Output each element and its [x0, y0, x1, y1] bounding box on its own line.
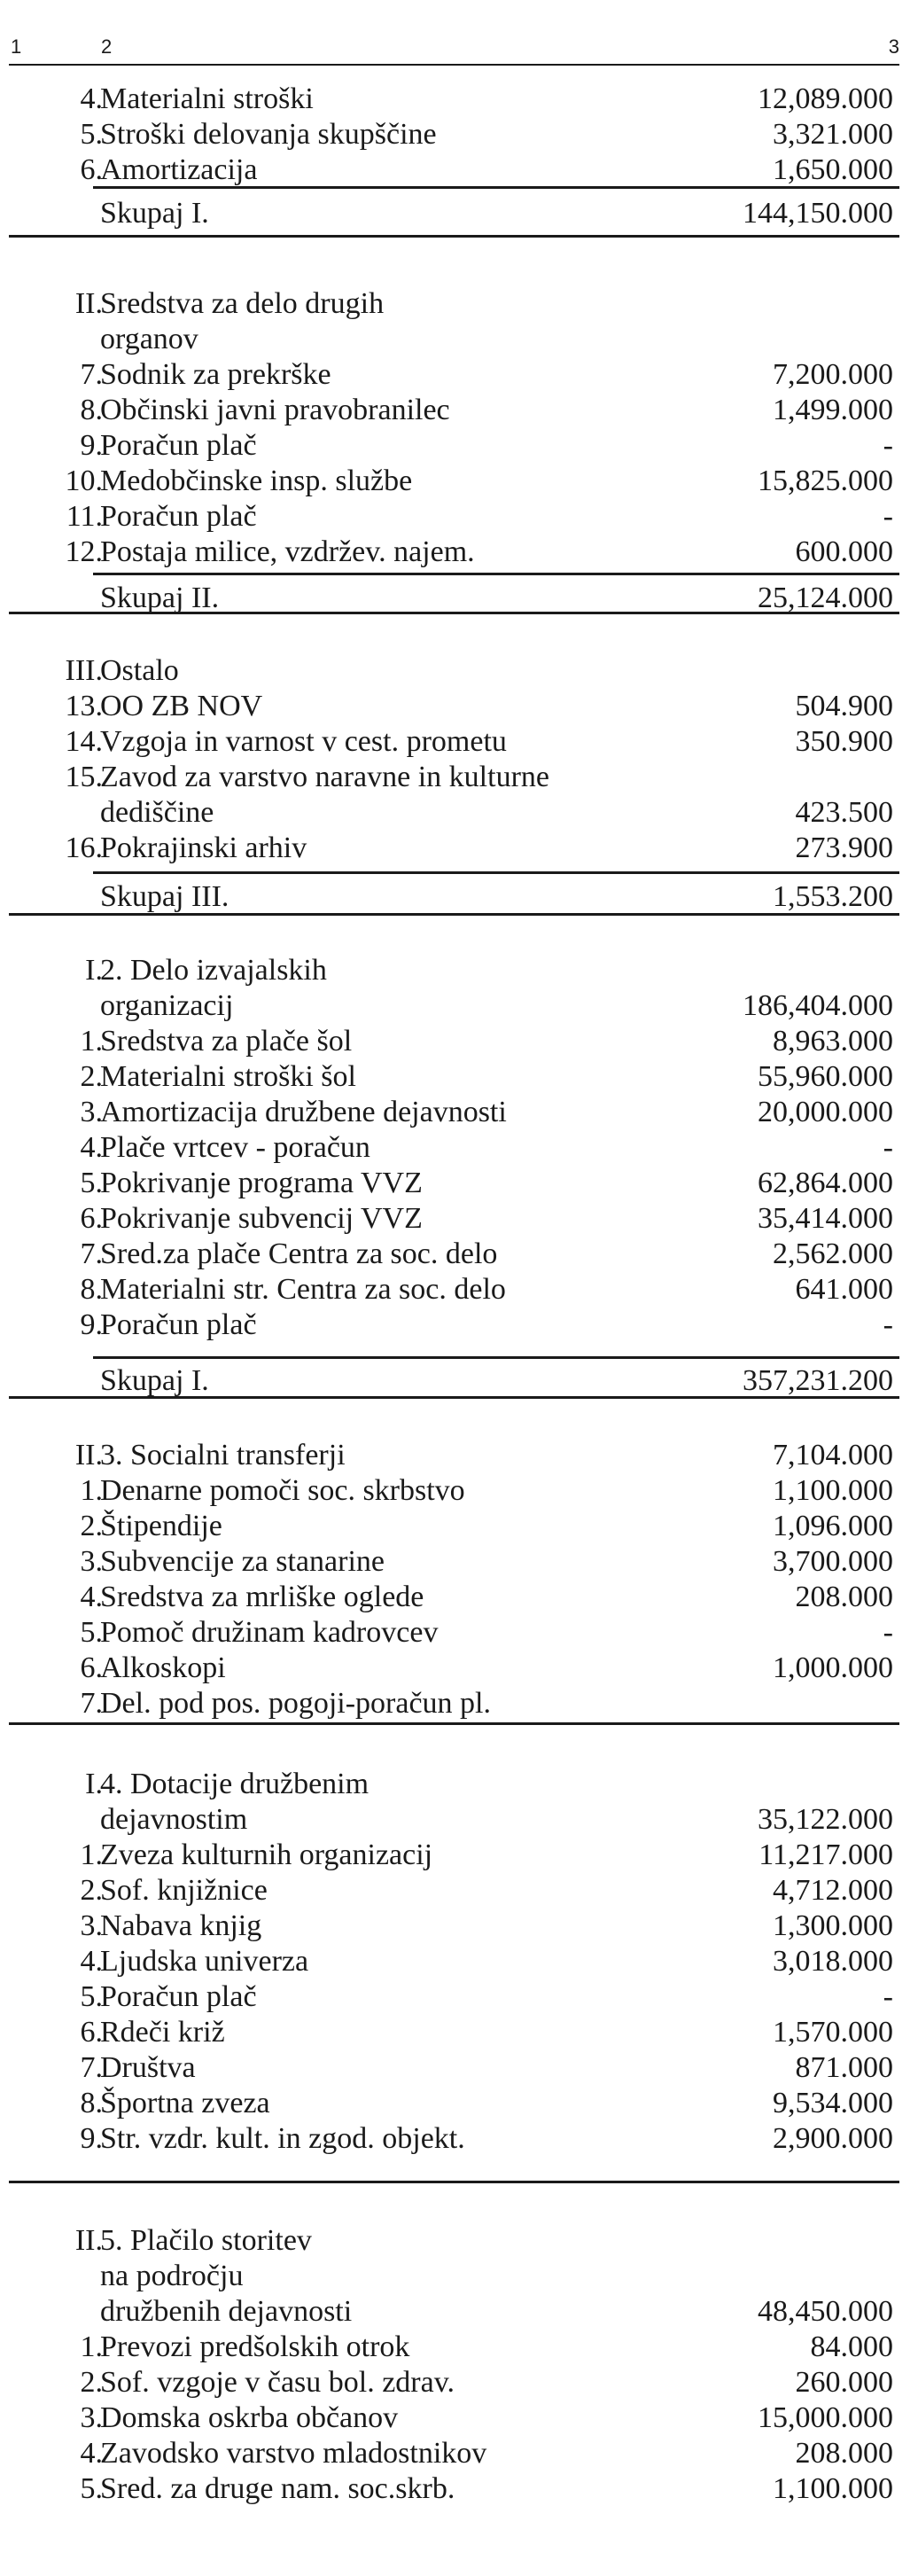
row-label: Subvencije za stanarine [100, 1545, 385, 1578]
table-row [0, 393, 918, 428]
row-amount: 1,650.000 [773, 153, 893, 186]
row-number: 2. [80, 2366, 103, 2399]
row-label: Štipendije [100, 1510, 222, 1542]
row-amount: 871.000 [795, 2051, 893, 2084]
row-amount: 1,553.200 [773, 880, 893, 913]
row-amount: 350.900 [795, 725, 893, 758]
table-row [0, 1944, 918, 1979]
row-amount: 144,150.000 [743, 197, 893, 230]
row-label: Športna zveza [100, 2087, 270, 2119]
table-row [0, 2050, 918, 2086]
table-row [0, 82, 918, 117]
row-label: 2. Delo izvajalskih [100, 954, 327, 987]
row-label: Zveza kulturnih organizacij [100, 1838, 433, 1871]
row-amount: 4,712.000 [773, 1874, 893, 1907]
row-amount: - [883, 429, 893, 462]
table-row [0, 879, 918, 915]
row-amount: 7,200.000 [773, 358, 893, 391]
table-row [0, 2365, 918, 2400]
row-label: Sred. za druge nam. soc.skrb. [100, 2472, 455, 2505]
row-number: 3. [80, 1545, 103, 1578]
row-label: Občinski javni pravobranilec [100, 394, 450, 426]
row-number: 2. [80, 1060, 103, 1093]
row-number: I. [85, 1768, 103, 1800]
column-number-2: 2 [101, 35, 113, 58]
row-amount: 186,404.000 [743, 989, 893, 1022]
row-number: 11. [66, 500, 103, 533]
row-amount: - [883, 1308, 893, 1341]
row-amount: 357,231.200 [743, 1364, 893, 1397]
table-row [0, 1166, 918, 1201]
subtotal-rule [93, 573, 899, 575]
row-amount: 600.000 [795, 535, 893, 568]
row-label: dejavnostim [100, 1803, 248, 1836]
row-label: Domska oskrba občanov [100, 2401, 399, 2434]
row-number: II. [74, 2224, 103, 2257]
row-number: 5. [80, 118, 103, 151]
row-number: 4. [80, 2437, 103, 2470]
row-amount: 15,000.000 [758, 2401, 893, 2434]
row-number: 6. [80, 1651, 103, 1684]
row-label: Skupaj III. [100, 880, 230, 913]
row-label: Sredstva za delo drugih [100, 287, 385, 320]
row-amount: 1,499.000 [773, 394, 893, 426]
table-row [0, 152, 918, 188]
row-number: 4. [80, 82, 103, 115]
table-row [0, 1909, 918, 1944]
row-number: II. [74, 1439, 103, 1471]
table-row [0, 499, 918, 535]
row-amount: 35,122.000 [758, 1803, 893, 1836]
row-amount: 11,217.000 [759, 1838, 893, 1871]
row-label: Rdeči križ [100, 2016, 225, 2049]
row-number: 1. [80, 1838, 103, 1871]
row-amount: - [883, 1131, 893, 1164]
row-amount: - [883, 1980, 893, 2013]
row-label: Del. pod pos. pogoji-poračun pl. [100, 1687, 491, 1720]
table-row [0, 1686, 918, 1721]
table-row [0, 653, 918, 689]
row-label: Amortizacija [100, 153, 258, 186]
table-row [0, 1201, 918, 1237]
row-label: Vzgoja in varnost v cest. prometu [100, 725, 507, 758]
table-row [0, 1580, 918, 1615]
row-label: Skupaj I. [100, 1364, 209, 1397]
row-amount: 1,570.000 [773, 2016, 893, 2049]
row-number: 9. [80, 1308, 103, 1341]
row-label: Poračun plač [100, 429, 257, 462]
table-row [0, 1767, 918, 1802]
section-rule [9, 1722, 899, 1725]
row-number: 12. [65, 535, 103, 568]
table-row [0, 1130, 918, 1166]
row-label: Ljudska univerza [100, 1945, 309, 1978]
row-number: 8. [80, 394, 103, 426]
row-number: II. [74, 287, 103, 320]
row-label: Pokrivanje subvencij VVZ [100, 1202, 423, 1235]
table-row [0, 2400, 918, 2436]
row-amount: 12,089.000 [758, 82, 893, 115]
row-number: 5. [80, 1167, 103, 1199]
table-row [0, 1651, 918, 1686]
row-label: 5. Plačilo storitev [100, 2224, 312, 2257]
row-amount: 15,825.000 [758, 464, 893, 497]
table-row [0, 2015, 918, 2050]
table-row [0, 1615, 918, 1651]
row-label: Sof. knjižnice [100, 1874, 268, 1907]
row-amount: 273.900 [795, 831, 893, 864]
row-label: Sredstva za plače šol [100, 1025, 353, 1058]
header-rule [9, 64, 899, 66]
row-amount: 208.000 [795, 1581, 893, 1613]
table-row [0, 1059, 918, 1095]
row-amount: 3,321.000 [773, 118, 893, 151]
row-number: 6. [80, 2016, 103, 2049]
row-label: Alkoskopi [100, 1651, 226, 1684]
table-row [0, 1838, 918, 1873]
row-amount: 3,700.000 [773, 1545, 893, 1578]
table-row [0, 357, 918, 393]
row-number: 3. [80, 1909, 103, 1942]
row-label: Sredstva za mrliške oglede [100, 1581, 424, 1613]
row-number: 9. [80, 429, 103, 462]
row-number: 15. [65, 761, 103, 793]
row-number: 3. [80, 2401, 103, 2434]
table-row [0, 689, 918, 724]
row-label: Amortizacija družbene dejavnosti [100, 1096, 507, 1128]
row-number: 2. [80, 1874, 103, 1907]
row-label: Pomoč družinam kadrovcev [100, 1616, 439, 1649]
row-label: Nabava knjig [100, 1909, 262, 1942]
row-label: OO ZB NOV [100, 690, 263, 722]
row-label: Zavodsko varstvo mladostnikov [100, 2437, 487, 2470]
table-row [0, 831, 918, 866]
row-number: 8. [80, 1273, 103, 1306]
table-row [0, 724, 918, 760]
row-amount: - [883, 500, 893, 533]
row-label: Plače vrtcev - poračun [100, 1131, 370, 1164]
row-label: Zavod za varstvo naravne in kulturne [100, 761, 549, 793]
row-number: 7. [80, 1237, 103, 1270]
row-number: 14. [65, 725, 103, 758]
column-header [9, 35, 899, 66]
table-row [0, 581, 918, 616]
table-row [0, 2259, 918, 2294]
row-amount: 3,018.000 [773, 1945, 893, 1978]
row-amount: 48,450.000 [758, 2295, 893, 2328]
row-label: Sred.za plače Centra za soc. delo [100, 1237, 498, 1270]
row-number: 16. [65, 831, 103, 864]
row-amount: 1,100.000 [773, 2472, 893, 2505]
row-label: Sof. vzgoje v času bol. zdrav. [100, 2366, 455, 2399]
row-number: 1. [80, 1474, 103, 1507]
row-label: na področju [100, 2260, 244, 2292]
row-label: Poračun plač [100, 1980, 257, 2013]
row-number: 8. [80, 2087, 103, 2119]
row-label: organov [100, 323, 198, 355]
row-amount: 504.900 [795, 690, 893, 722]
table-row [0, 1438, 918, 1473]
row-number: 1. [80, 2330, 103, 2363]
table-row [0, 1308, 918, 1343]
table-row [0, 2294, 918, 2330]
table-row [0, 1509, 918, 1544]
row-number: 2. [80, 1510, 103, 1542]
section-rule [9, 235, 899, 238]
row-number: 9. [80, 2122, 103, 2155]
row-label: dediščine [100, 796, 214, 829]
table-row [0, 1095, 918, 1130]
row-label: 3. Socialni transferji [100, 1439, 346, 1471]
table-row [0, 760, 918, 795]
row-label: Materialni stroški [100, 82, 314, 115]
row-number: 4. [80, 1945, 103, 1978]
table-row [0, 953, 918, 988]
row-label: družbenih dejavnosti [100, 2295, 353, 2328]
row-amount: 7,104.000 [773, 1439, 893, 1471]
row-amount: 260.000 [795, 2366, 893, 2399]
row-number: 7. [80, 2051, 103, 2084]
row-amount: 1,096.000 [773, 1510, 893, 1542]
table-row [0, 2223, 918, 2259]
row-number: 5. [80, 1616, 103, 1649]
row-amount: 2,900.000 [773, 2122, 893, 2155]
table-row [0, 2086, 918, 2121]
row-label: Ostalo [100, 654, 179, 687]
table-row [0, 988, 918, 1024]
row-amount: 8,963.000 [773, 1025, 893, 1058]
row-number: 5. [80, 2472, 103, 2505]
row-label: Poračun plač [100, 500, 257, 533]
column-number-3: 3 [888, 35, 899, 58]
row-amount: 35,414.000 [758, 1202, 893, 1235]
row-label: Pokrivanje programa VVZ [100, 1167, 423, 1199]
row-label: Skupaj II. [100, 582, 220, 614]
subtotal-rule [93, 871, 899, 874]
table-row [0, 1802, 918, 1838]
table-row [0, 2121, 918, 2157]
table-row [0, 1473, 918, 1509]
row-amount: 1,000.000 [773, 1651, 893, 1684]
row-label: Denarne pomoči soc. skrbstvo [100, 1474, 465, 1507]
row-amount: 1,100.000 [773, 1474, 893, 1507]
table-row [0, 1544, 918, 1580]
table-row [0, 1272, 918, 1308]
row-number: 6. [80, 153, 103, 186]
row-amount: 20,000.000 [758, 1096, 893, 1128]
row-number: 3. [80, 1096, 103, 1128]
row-label: organizacij [100, 989, 234, 1022]
row-amount: 62,864.000 [758, 1167, 893, 1199]
row-amount: 423.500 [795, 796, 893, 829]
table-row [0, 464, 918, 499]
row-label: Sodnik za prekrške [100, 358, 331, 391]
row-number: 6. [80, 1202, 103, 1235]
row-amount: 208.000 [795, 2437, 893, 2470]
table-row [0, 535, 918, 570]
row-amount: - [883, 1616, 893, 1649]
row-number: 4. [80, 1581, 103, 1613]
row-amount: 9,534.000 [773, 2087, 893, 2119]
table-row [0, 2330, 918, 2365]
row-number: 13. [65, 690, 103, 722]
subtotal-rule [93, 1356, 899, 1359]
table-row [0, 2436, 918, 2471]
row-number: 10. [65, 464, 103, 497]
row-label: Prevozi predšolskih otrok [100, 2330, 410, 2363]
row-number: 4. [80, 1131, 103, 1164]
table-row [0, 286, 918, 322]
table-row [0, 1363, 918, 1399]
section-rule [9, 2181, 899, 2183]
row-amount: 2,562.000 [773, 1237, 893, 1270]
row-number: III. [65, 654, 103, 687]
row-label: Društva [100, 2051, 196, 2084]
row-label: Poračun plač [100, 1308, 257, 1341]
row-amount: 641.000 [795, 1273, 893, 1306]
column-number-1: 1 [11, 35, 22, 58]
row-label: Materialni stroški šol [100, 1060, 356, 1093]
row-amount: 84.000 [810, 2330, 893, 2363]
row-label: 4. Dotacije družbenim [100, 1768, 370, 1800]
table-row [0, 428, 918, 464]
row-label: Str. vzdr. kult. in zgod. objekt. [100, 2122, 465, 2155]
row-label: Stroški delovanja skupščine [100, 118, 437, 151]
row-label: Postaja milice, vzdržev. najem. [100, 535, 475, 568]
table-row [0, 117, 918, 152]
table-row [0, 2471, 918, 2507]
table-row [0, 1873, 918, 1909]
table-row [0, 322, 918, 357]
row-label: Skupaj I. [100, 197, 209, 230]
row-amount: 25,124.000 [758, 582, 893, 614]
table-row [0, 1237, 918, 1272]
row-amount: 1,300.000 [773, 1909, 893, 1942]
row-number: 1. [80, 1025, 103, 1058]
row-label: Pokrajinski arhiv [100, 831, 307, 864]
table-row [0, 1024, 918, 1059]
row-label: Materialni str. Centra za soc. delo [100, 1273, 506, 1306]
table-row [0, 196, 918, 231]
row-number: 7. [80, 1687, 103, 1720]
row-number: 5. [80, 1980, 103, 2013]
table-row [0, 795, 918, 831]
row-amount: 55,960.000 [758, 1060, 893, 1093]
table-row [0, 1979, 918, 2015]
row-number: I. [85, 954, 103, 987]
row-number: 7. [80, 358, 103, 391]
row-label: Medobčinske insp. službe [100, 464, 413, 497]
